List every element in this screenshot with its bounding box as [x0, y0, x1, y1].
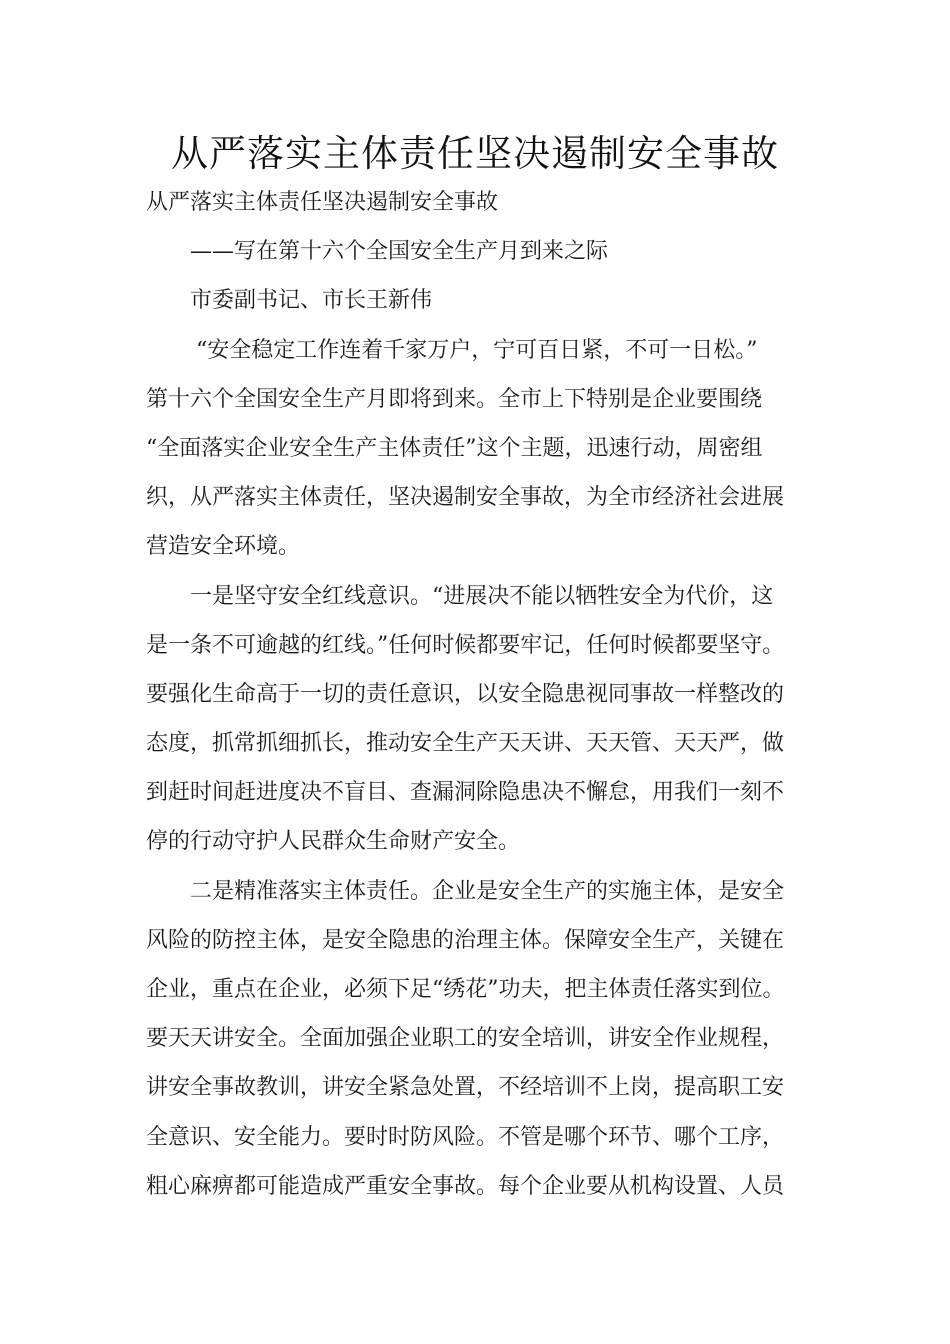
document-title: 从严落实主体责任坚决遏制安全事故: [171, 132, 779, 175]
paragraph-line: 织，从严落实主体责任，坚决遏制安全事故，为全市经济社会进展: [146, 485, 785, 511]
paragraph-line: 第十六个全国安全生产月即将到来。全市上下特别是企业要围绕: [146, 386, 763, 412]
paragraph-line: 要天天讲安全。全面加强企业职工的安全培训，讲安全作业规程，: [146, 1026, 785, 1052]
paragraph-line: 一是坚守安全红线意识。“进展决不能以牺牲安全为代价，这: [190, 583, 774, 609]
paragraph-line: 态度，抓常抓细抓长，推动安全生产天天讲、天天管、天天严，做: [146, 731, 785, 757]
paragraph-line: 粗心麻痹都可能造成严重安全事故。每个企业要从机构设置、人员: [146, 1173, 785, 1199]
document-body: [146, 178, 811, 1211]
paragraph-line: “全面落实企业安全生产主体责任”这个主题，迅速行动，周密组: [146, 435, 763, 461]
author-line: 市委副书记、市长王新伟: [190, 288, 433, 314]
paragraph-line: 全意识、安全能力。要时时防风险。不管是哪个环节、哪个工序，: [146, 1124, 785, 1150]
paragraph-line: 要强化生命高于一切的责任意识，以安全隐患视同事故一样整改的: [146, 681, 785, 707]
paragraph-line: 企业，重点在企业，必须下足“绣花”功夫，把主体责任落实到位。: [146, 977, 785, 1002]
paragraph-line: 二是精准落实主体责任。企业是安全生产的实施主体，是安全: [190, 878, 785, 904]
paragraph-line: 是一条不可逾越的红线。”任何时候都要牢记，任何时候都要坚守。: [146, 632, 785, 658]
paragraph-line: 停的行动守护人民群众生命财产安全。: [146, 829, 521, 855]
paragraph-line: 到赶时间赶进度决不盲目、查漏洞除隐患决不懈怠，用我们一刻不: [146, 780, 785, 806]
paragraph-line: 营造安全环境。: [146, 534, 301, 560]
paragraph-line: “安全稳定工作连着千家万户，宁可百日紧，不可一日松。”: [196, 337, 758, 363]
subtitle-repeat-line: 从严落实主体责任坚决遏制安全事故: [146, 190, 499, 215]
paragraph-line: 风险的防控主体，是安全隐患的治理主体。保障安全生产，关键在: [146, 927, 785, 953]
paragraph-line: 讲安全事故教训，讲安全紧急处置，不经培训不上岗，提高职工安: [146, 1075, 785, 1101]
subheading-line: ——写在第十六个全国安全生产月到来之际: [190, 239, 609, 265]
